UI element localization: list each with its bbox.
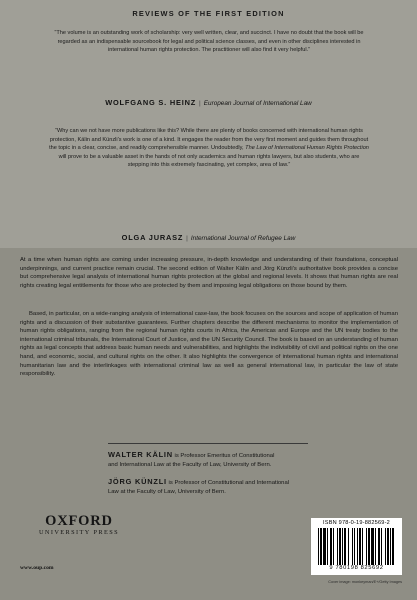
barcode-stripe — [354, 528, 355, 565]
review-quote-1: “The volume is an outstanding work of scholarship: very well written, clear, and succinct. I have no doubt that the book will be regarded as an indispensable sourcebook for legal and political science classes, and even in other disciplines interested in international human rights protection. The practitioner will also find it very helpful.” — [54, 30, 364, 53]
barcode-icon — [318, 528, 395, 565]
quote-text-end: will prove to be a valuable asset in the hands of not only academics and human rights lawyers, but also students, who are stepping into this extremely fascinating, yet complex, area of law.” — [58, 153, 360, 168]
barcode-stripe — [366, 528, 367, 565]
publisher-logo — [20, 513, 138, 536]
barcode-stripe — [320, 528, 322, 565]
description-paragraph-2: Based, in particular, on a wide-ranging analysis of international case-law, the book focuses on the sources and scope of application of human rights and a discussion of their substantive guarantees. Further chapters describe the different mechanisms to monitor the implementation of human rights obligations, ranging from the regional human rights courts in Africa, the Americas and Europe and the UN treaty bodies to the international criminal tribunals, the International Court of Justice, and the UN Security Council. The book is based on an understanding of human rights as legal concepts that address basic human needs and vulnerabilities, and highlights the indivisibility of civil and political rights on the one hand, and economic, social, and cultural rights on the other. It also highlights the convergence of international human rights and international humanitarian law and the interlinkages with international criminal law as well as general international law, in particular the law of state responsibility. — [20, 311, 398, 378]
barcode-stripe — [378, 528, 380, 565]
description-paragraph-1: At a time when human rights are coming under increasing pressure, in-depth knowledge and understanding of their foundations, conceptual underpinnings, and current practice remain crucial. The second edition of Walter Kälin and Jörg Künzli’s authoritative book provides a concise but comprehensive legal analysis of international human rights protection at the global and regional levels. It shows that human rights are real rights creating legal entitlements for those who are protected by them and imposing legal obligations on those bound by them. — [20, 257, 398, 289]
author-bio-1 — [108, 451, 308, 469]
publisher-subname: UNIVERSITY PRESS — [38, 529, 120, 536]
author-bio-2 — [108, 478, 308, 496]
barcode-stripe — [368, 528, 370, 565]
author-name: WALTER KÄLIN — [108, 450, 173, 459]
section-divider — [108, 443, 308, 444]
publisher-name: OXFORD — [45, 513, 113, 529]
barcode-stripe — [342, 528, 343, 565]
barcode-stripe — [327, 528, 328, 565]
review-source: European Journal of International Law — [203, 100, 312, 107]
attribution-divider: | — [186, 235, 188, 242]
barcode-stripe — [371, 528, 374, 565]
barcode-stripe — [357, 528, 358, 565]
barcode-stripe — [352, 528, 353, 565]
ean-number: 9 780198 825692 — [329, 565, 384, 571]
barcode-stripe — [390, 528, 391, 565]
attribution-divider: | — [199, 100, 201, 107]
publisher-website: www.oup.com — [20, 565, 54, 571]
barcode-stripe — [333, 528, 334, 565]
barcode-stripe — [385, 528, 386, 565]
reviewer-name: OLGA JURASZ — [121, 233, 184, 242]
author-bio-text-cont: Law at the Faculty of Law, University of Bern. — [108, 488, 226, 495]
cover-credit: Cover image: monkeyman/E+/Getty Images — [328, 580, 402, 584]
barcode-stripe — [348, 528, 349, 565]
barcode-stripe — [318, 528, 319, 565]
barcode-stripe — [381, 528, 382, 565]
author-bio-text: is Professor Emeritus of Constitutional — [174, 453, 275, 459]
barcode-stripe — [392, 528, 394, 565]
barcode-stripe — [359, 528, 361, 565]
barcode-stripe — [339, 528, 341, 565]
review-quote-2 — [48, 127, 370, 170]
review-attribution-1 — [0, 98, 417, 107]
barcode-stripe — [337, 528, 338, 565]
author-name: JÖRG KÜNZLI — [108, 477, 167, 486]
barcode-stripe — [330, 528, 332, 565]
barcode-stripe — [362, 528, 363, 565]
author-bio-text-cont: and International Law at the Faculty of Law, University of Bern. — [108, 461, 272, 468]
author-bio-text: is Professor of Constitutional and International — [168, 480, 290, 486]
review-source: International Journal of Refugee Law — [190, 235, 296, 242]
barcode-stripe — [323, 528, 326, 565]
barcode-stripe — [387, 528, 389, 565]
barcode-box — [311, 518, 402, 575]
barcode-stripe — [344, 528, 346, 565]
barcode-stripe — [375, 528, 376, 565]
quote-text-start: “Why can we not have more publications like this? While there are plenty of books concerned with international human rights protection, Kälin and Künzli’s work is one of a kind. It engages the reader from the very first moment and guides them throughout the topic in a clear, concise, and readily comprehensible manner. Undoubtedly, — [49, 128, 369, 151]
review-attribution-2 — [0, 233, 417, 242]
book-title: The Law of International Human Rights Protection — [245, 145, 369, 151]
isbn-label: ISBN 978-0-19-882569-2 — [323, 520, 390, 526]
reviewer-name: WOLFGANG S. HEINZ — [105, 98, 197, 107]
reviews-heading: REVIEWS OF THE FIRST EDITION — [132, 9, 285, 18]
